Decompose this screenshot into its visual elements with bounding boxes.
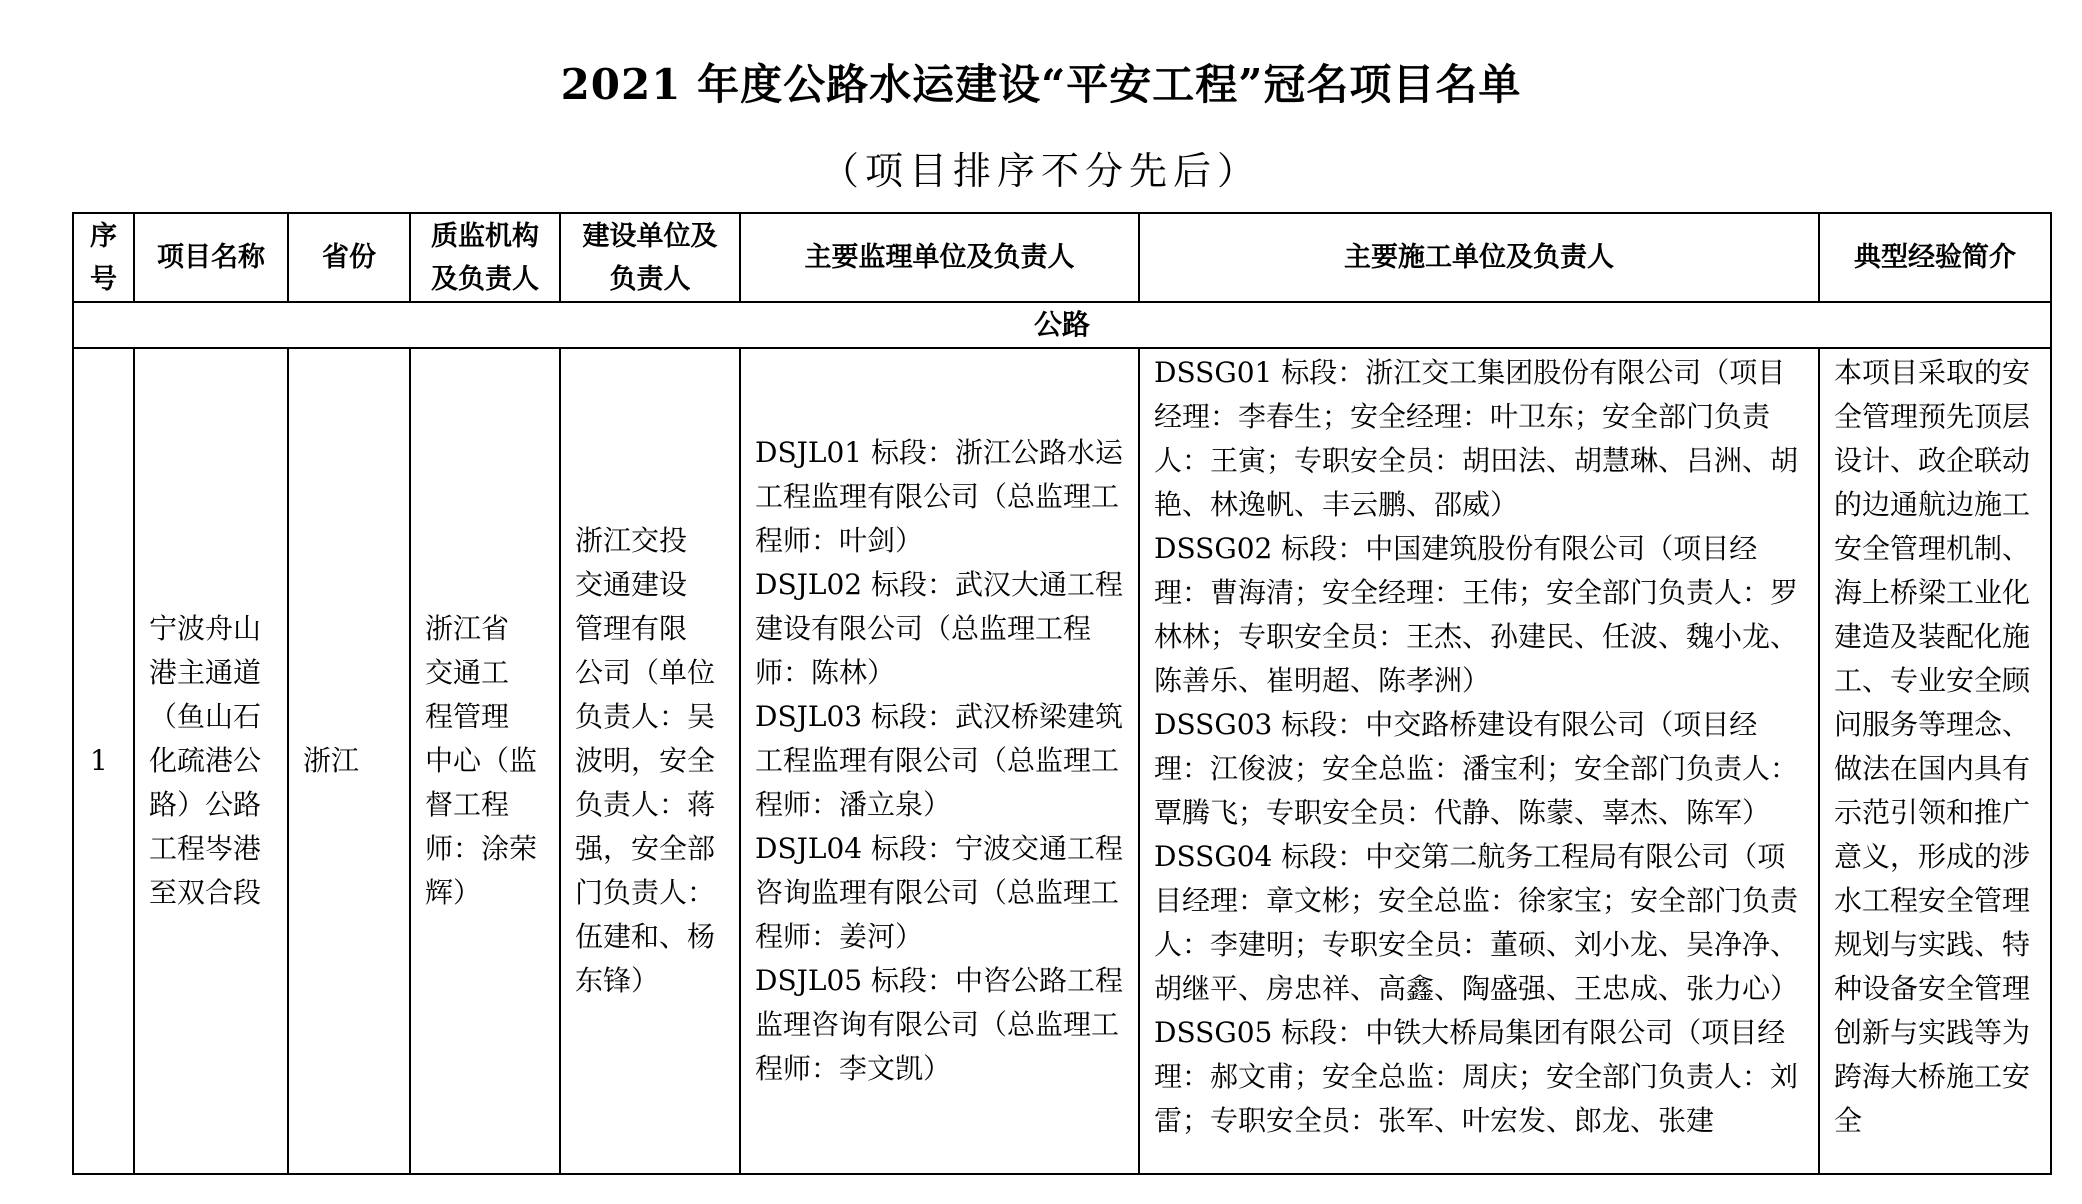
header-row [73, 213, 2051, 302]
cell-province: 浙江 [288, 348, 410, 1174]
project-list-table [72, 212, 2052, 1175]
supervisor-entry: DSJL01 标段：浙江公路水运工程监理有限公司（总监理工程师：叶剑） [755, 436, 1123, 557]
header-seq: 序 号 [73, 213, 134, 302]
contractor-entry: DSSG05 标段：中铁大桥局集团有限公司（项目经理：郝文甫；安全总监：周庆；安全部门负责人：刘雷；专职安全员：张军、叶宏发、郎龙、张建 [1154, 1016, 1799, 1137]
cell-experience [1819, 348, 2051, 1174]
header-contractor: 主要施工单位及负责人 [1139, 213, 1819, 302]
header-builder: 建设单位及 负责人 [560, 213, 740, 302]
cell-builder: 浙江交投 交通建设 管理有限 公司（单位 负责人：吴 波明，安全 负责人：蒋 强，安全部 门负责人： 伍建和、杨 东锋） [560, 348, 740, 1174]
supervisor-entry: DSJL04 标段：宁波交通工程咨询监理有限公司（总监理工程师：姜河） [755, 832, 1123, 953]
contractor-entry: DSSG03 标段：中交路桥建设有限公司（项目经理：江俊波；安全总监：潘宝利；安全部门负责人：覃腾飞；专职安全员：代静、陈蒙、辜杰、陈军） [1154, 708, 1799, 829]
supervisor-entry: DSJL03 标段：武汉桥梁建筑工程监理有限公司（总监理工程师：潘立泉） [755, 700, 1123, 821]
header-quality-agency: 质监机构 及负责人 [410, 213, 560, 302]
category-row [73, 302, 2051, 348]
contractor-entry: DSSG04 标段：中交第二航务工程局有限公司（项目经理：章文彬；安全总监：徐家宝；安全部门负责人：李建明；专职安全员：董硕、刘小龙、吴净净、胡继平、房忠祥、高鑫、陶盛强、王忠成、张力心） [1154, 840, 1799, 1005]
contractor-entry: DSSG02 标段：中国建筑股份有限公司（项目经理：曹海清；安全经理：王伟；安全部门负责人：罗林林；专职安全员：王杰、孙建民、任波、魏小龙、陈善乐、崔明超、陈孝洲） [1154, 532, 1799, 697]
cell-supervisors [740, 348, 1139, 1174]
cell-contractors [1139, 348, 1819, 1174]
header-supervisor: 主要监理单位及负责人 [740, 213, 1139, 302]
contractor-entry: DSSG01 标段：浙江交工集团股份有限公司（项目经理：李春生；安全经理：叶卫东；安全部门负责人：王寅；专职安全员：胡田法、胡慧琳、吕洲、胡艳、林逸帆、丰云鹏、邵威） [1154, 356, 1799, 521]
category-label: 公路 [73, 302, 2051, 348]
document-subtitle: （项目排序不分先后） [820, 149, 1261, 193]
header-project-name: 项目名称 [134, 213, 288, 302]
supervisor-entry: DSJL02 标段：武汉大通工程建设有限公司（总监理工程师：陈林） [755, 568, 1123, 689]
document-title: 2021 年度公路水运建设“平安工程”冠名项目名单 [560, 60, 1522, 109]
cell-seq: 1 [73, 348, 134, 1174]
supervisor-entry: DSJL05 标段：中咨公路工程监理咨询有限公司（总监理工程师：李文凯） [755, 964, 1123, 1085]
table-row [73, 348, 2051, 1174]
cell-project-name: 宁波舟山 港主通道 （鱼山石 化疏港公 路）公路 工程岑港 至双合段 [134, 348, 288, 1174]
experience-text: 本项目采取的安全管理预先顶层设计、政企联动的边通航边施工安全管理机制、海上桥梁工业化建造及装配化施工、专业安全顾问服务等理念、做法在国内具有示范引领和推广意义，形成的涉水工程安全管理规划与实践、特种设备安全管理创新与实践等为跨海大桥施工安全 [1834, 356, 2031, 1137]
header-province: 省份 [288, 213, 410, 302]
cell-quality-agency: 浙江省 交通工 程管理 中心（监 督工程 师：涂荣 辉） [410, 348, 560, 1174]
header-experience: 典型经验简介 [1819, 213, 2051, 302]
